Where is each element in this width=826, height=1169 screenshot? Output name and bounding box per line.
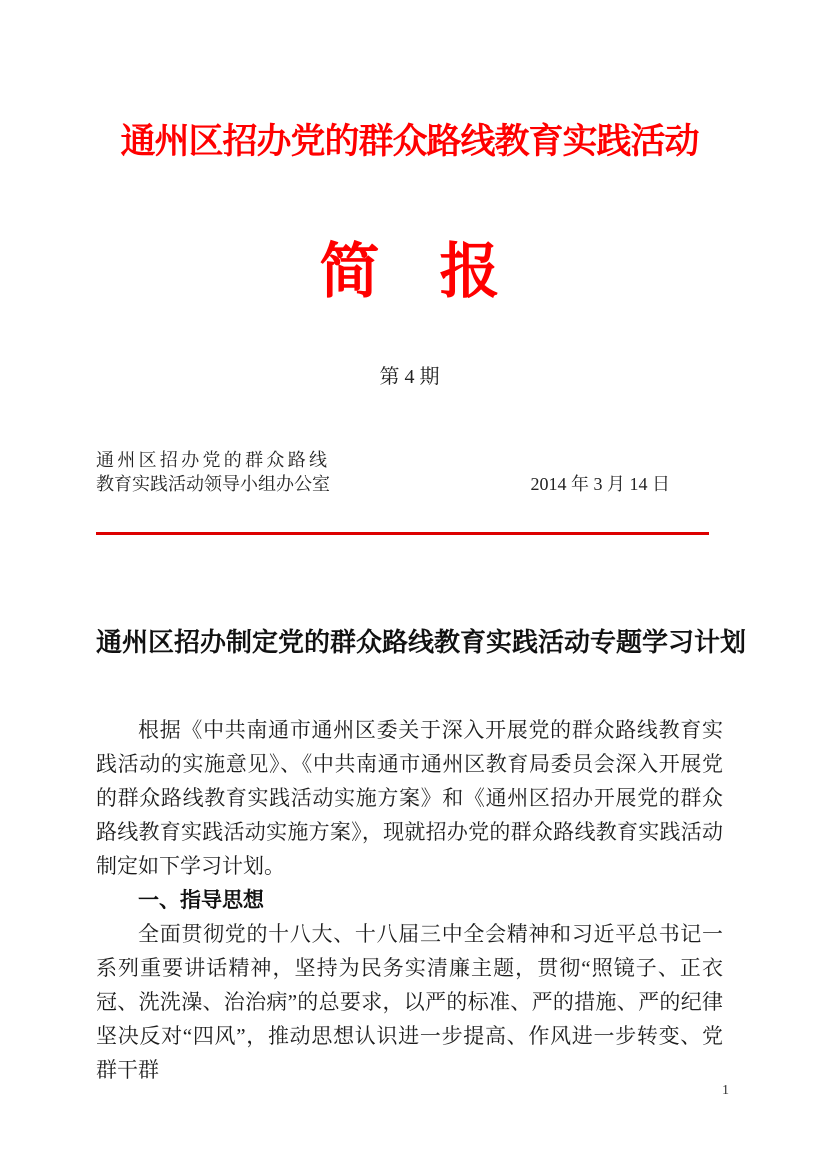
page-number: 1	[722, 1083, 729, 1098]
issuer-line-2: 教育实践活动领导小组办公室	[96, 474, 330, 494]
issuer-row	[96, 448, 723, 496]
masthead-title: 通州区招办党的群众路线教育实践活动	[120, 122, 699, 161]
masthead-divider-rule	[96, 532, 709, 535]
issue-date: 2014 年 3 月 14 日	[530, 474, 670, 494]
issuer-block	[96, 448, 330, 496]
masthead-brief-title: 简 报	[319, 238, 500, 305]
article-title: 通州区招办制定党的群众路线教育实践活动专题学习计划	[96, 628, 747, 657]
issuer-line-1: 通州区招办党的群众路线	[96, 450, 331, 470]
paragraph-intro: 根据《中共南通市通州区委关于深入开展党的群众路线教育实践活动的实施意见》、《中共南通市通州区教育局委员会深入开展党的群众路线教育实践活动实施方案》和《通州区招办开展党的群众路线教育实践活动实施方案》，现就招办党的群众路线教育实践活动制定如下学习计划。	[96, 718, 723, 878]
section-heading-guiding-ideology: 一、指导思想	[138, 888, 264, 912]
issue-number: 第 4 期	[379, 366, 440, 388]
paragraph-guiding-ideology: 全面贯彻党的十八大、十八届三中全会精神和习近平总书记一系列重要讲话精神，坚持为民务实清廉主题，贯彻“照镜子、正衣冠、洗洗澡、治治病”的总要求，以严的标准、严的措施、严的纪律坚决反对“四风”，推动思想认识进一步提高、作风进一步转变、党群干群	[96, 922, 723, 1082]
